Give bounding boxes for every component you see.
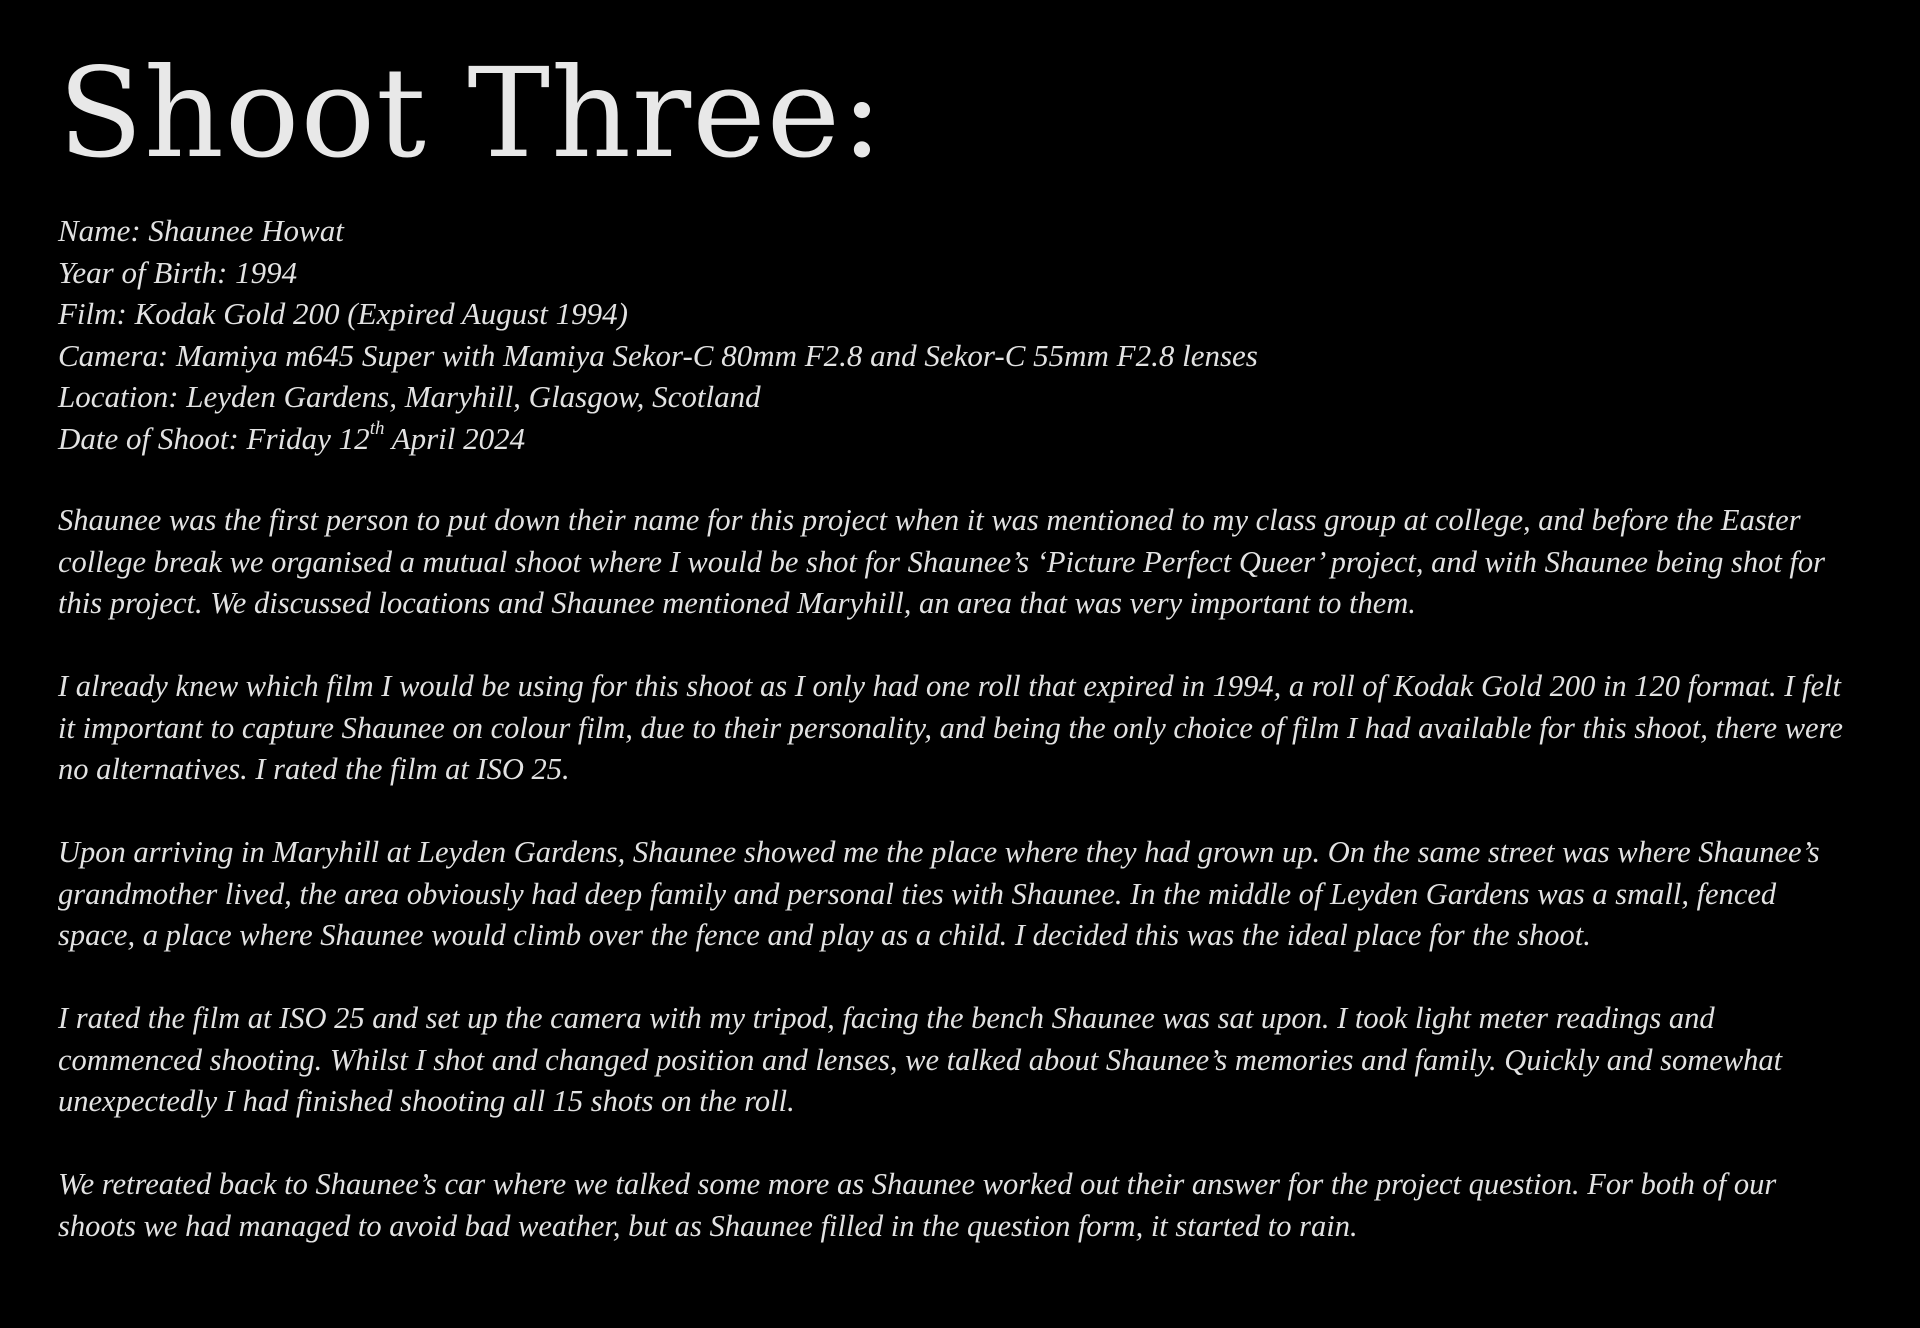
date-ordinal-suffix: th: [369, 418, 385, 440]
detail-date-of-shoot: [58, 418, 1858, 460]
detail-year-of-birth: Year of Birth: 1994: [58, 254, 298, 290]
page-title: Shoot Three:: [58, 42, 884, 186]
paragraph: I already knew which film I would be using for this shoot as I only had one roll that expired in 1994, a roll of Kodak Gold 200 in 120 format. I felt it important to capture Shaunee on colour film, due to their personality, and being the only choice of film I had available for this shoot, there were no alternatives. I rated the film at ISO 25.: [58, 669, 1843, 786]
paragraph: I rated the film at ISO 25 and set up the camera with my tripod, facing the bench Shaunee was sat upon. I took light meter readings and commenced shooting. Whilst I shot and changed position and lenses, we talked about Shaunee’s memories and family. Quickly and somewhat unexpectedly I had finished shooting all 15 shots on the roll.: [58, 1001, 1783, 1118]
date-rest: April 2024: [384, 420, 526, 456]
paragraph: Upon arriving in Maryhill at Leyden Gardens, Shaunee showed me the place where they had grown up. On the same street was where Shaunee’s grandmother lived, the area obviously had deep family and personal ties with Shaunee. In the middle of Leyden Gardens was a small, fenced space, a place where Shaunee would climb over the fence and play as a child. I decided this was the ideal place for the shoot.: [58, 835, 1820, 952]
paragraph: Shaunee was the first person to put down their name for this project when it was mentioned to my class group at college, and before the Easter college break we organised a mutual shoot where I would be shot for Shaunee’s ‘Picture Perfect Queer’ project, and with Shaunee being shot for this project. We discussed locations and Shaunee mentioned Maryhill, an area that was very important to them.: [58, 503, 1826, 620]
detail-film: Film: Kodak Gold 200 (Expired August 1994): [58, 296, 628, 331]
detail-location: Location: Leyden Gardens, Maryhill, Glasgow, Scotland: [58, 379, 761, 414]
shoot-narrative: [58, 500, 1858, 1247]
shoot-details: [58, 210, 1858, 459]
detail-camera: Camera: Mamiya m645 Super with Mamiya Sekor-C 80mm F2.8 and Sekor-C 55mm F2.8 lenses: [58, 337, 1258, 373]
paragraph: We retreated back to Shaunee’s car where we talked some more as Shaunee worked out their answer for the project question. For both of our shoots we had managed to avoid bad weather, but as Shaunee filled in the question form, it started to rain.: [58, 1167, 1777, 1243]
date-prefix: Date of Shoot: Friday 12: [58, 420, 370, 456]
detail-name: Name: Shaunee Howat: [58, 213, 344, 248]
document-page: [58, 42, 1858, 1289]
